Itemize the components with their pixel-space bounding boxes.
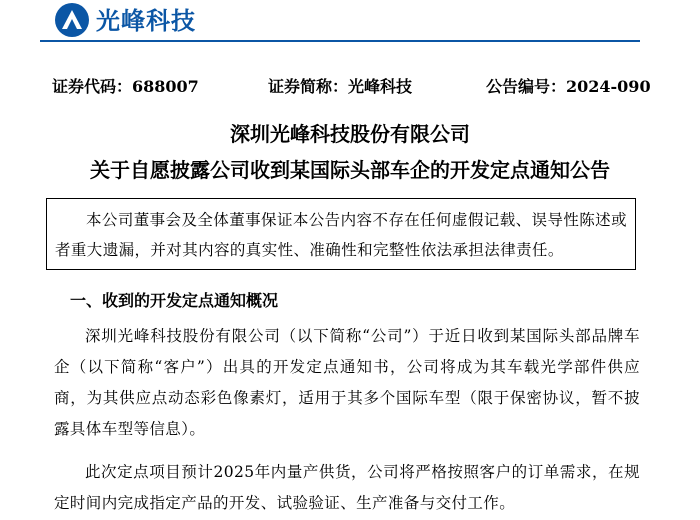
announcement-number: 公告编号：2024-090: [486, 77, 651, 96]
board-statement-box: [46, 198, 636, 270]
section-heading: 一、收到的开发定点通知概况: [70, 291, 279, 310]
body-paragraph: 深圳光峰科技股份有限公司（以下简称“公司”）于近日收到某国际头部品牌车企（以下简称“客户”）出具的开发定点通知书，公司将成为其车载光学部件供应商，为其供应点动态彩色像素灯，适用于其多个国际车型（限于保密协议，暂不披露具体车型等信息）。: [54, 327, 640, 438]
stock-code: 证券代码：688007: [52, 77, 199, 96]
stock-name: 证券简称：光峰科技: [268, 77, 413, 96]
header-divider: [40, 40, 640, 42]
company-title: 深圳光峰科技股份有限公司: [230, 122, 470, 146]
announcement-title: 关于自愿披露公司收到某国际头部车企的开发定点通知公告: [90, 158, 610, 182]
body-paragraph: 此次定点项目预计2025年内量产供货，公司将严格按照客户的订单需求，在规定时间内完成指定产品的开发、试验验证、生产准备与交付工作。: [54, 463, 640, 512]
peak-triangle-logo-icon: [54, 2, 90, 38]
document-header: [0, 0, 700, 44]
brand-name: 光峰科技: [96, 7, 196, 35]
board-statement-text: 本公司董事会及全体董事保证本公告内容不存在任何虚假记载、误导性陈述或者重大遗漏，并对其内容的真实性、准确性和完整性依法承担法律责任。: [55, 211, 627, 259]
